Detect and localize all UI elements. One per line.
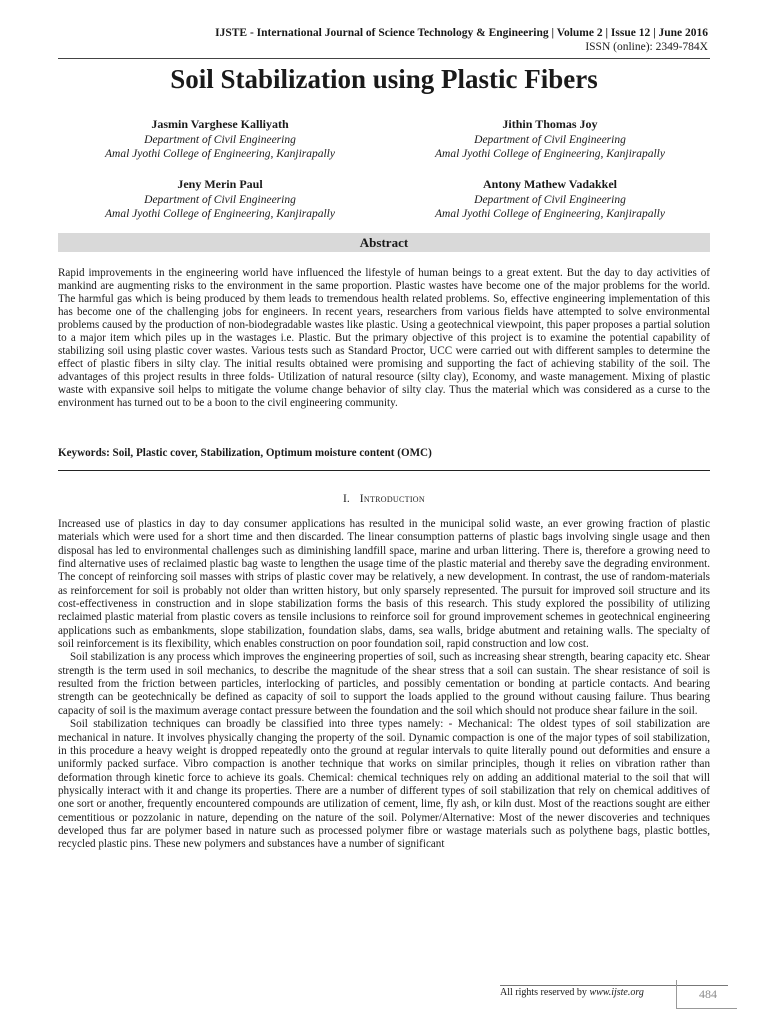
journal-line: IJSTE - International Journal of Science Technology & Engineering | Volume 2 | Issue 12 | June 2016 <box>215 27 708 39</box>
paragraph: Soil stabilization techniques can broadly be classified into three types namely: - Mechanical: The oldest types of soil stabilization are mechanical in nature. It involves physically changing the property of the soil. Dynamic compaction is one of the major types of soil stabilization, in this procedure a heavy weight is dropped repeatedly onto the ground at regular intervals to quite literally pound out deformities and ensure a uniformly packed surface. Vibro compaction is another technique that works on similar principles, though it relies on vibration rather than deformation through kinetic force to achieve its goals. Chemical: chemical techniques rely on adding an additional material to the soil that will physically interact with it and change its properties. There are a number of different types of soil stabilization that rely on chemical additives of one sort or another, frequently encountered compounds are utilization of cement, lime, fly ash, or kiln dust. Most of the reactions sought are either cementitious or pozzolanic in nature, depending on the nature of the soil. Polymer/Alternative: Most of the newer discoveries and techniques developed thus far are polymer based in nature such as processed polymer fibre or wastage materials such as polythene bags, plastic bottles, recycled plastic pins. These new polymers and substances have a number of significant <box>58 718 710 851</box>
author-block-2 <box>400 117 700 161</box>
author-name: Antony Mathew Vadakkel <box>482 177 618 191</box>
abstract-body: Rapid improvements in the engineering world have influenced the lifestyle of human beings to a great extent. But the day to day activities of mankind are augmenting risks to the environment in the same proportion. Plastic wastes have become one of the major problems for the world. The harmful gas which is being produced by them leads to tremendous health related problems. So, effective engineering implementation of this has become one of the challenging jobs for engineers. In recent years, researchers from various fields have attempted to solve environmental problems caused by the production of non-biodegradable wastes like plastic. Using a geotechnical viewpoint, this paper proposes a partial solution to a major item which piles up in the wastages i.e. Plastic. But the primary objective of this project is to examine the potential capability of stabilizing soil using plastic cover wastes. Various tests such as Standard Proctor, UCC were carried out with different samples to determine the effect of plastic fibers in silty clay. The initial results obtained were promising and supporting the fact of achieving stability of the soil. The advantages of this project results in three folds- Utilization of natural resource (silty clay), Economy, and waste management. Mixing of plastic waste with expansive soil helps to mitigate the volume change behavior of silty clay. Thus the material which was considered as a curse to the environment has turned out to be a boon to the civil engineering community. <box>58 267 710 409</box>
running-head <box>215 26 708 54</box>
author-block-4 <box>400 177 700 221</box>
introduction-body <box>58 518 710 852</box>
author-department: Department of Civil Engineering <box>144 194 296 206</box>
header-rule <box>58 58 710 59</box>
author-name: Jeny Merin Paul <box>177 177 263 191</box>
issn-line: ISSN (online): 2349-784X <box>585 41 708 53</box>
author-block-3 <box>70 177 370 221</box>
section-heading <box>0 492 768 506</box>
author-institution: Amal Jyothi College of Engineering, Kanjirapally <box>105 208 335 220</box>
abstract-heading: Abstract <box>58 233 710 252</box>
section-title: Introduction <box>359 493 425 505</box>
author-name: Jasmin Varghese Kalliyath <box>151 117 289 131</box>
paper-title: Soil Stabilization using Plastic Fibers <box>170 64 598 94</box>
footer-rights <box>500 987 644 999</box>
author-department: Department of Civil Engineering <box>474 134 626 146</box>
abstract-divider <box>58 470 710 471</box>
author-department: Department of Civil Engineering <box>474 194 626 206</box>
author-institution: Amal Jyothi College of Engineering, Kanjirapally <box>435 148 665 160</box>
paragraph: Increased use of plastics in day to day consumer applications has resulted in the municipal solid waste, an ever growing fraction of plastic materials which were used for a short time and then discarded. The linear consumption patterns of plastic bags involving single usage and then disposal has led to environmental challenges such as diminishing landfill space, marine and urban littering. There is, therefore a growing need to find alternative uses of reclaimed plastic bag waste to lengthen the usage time of the plastic material and thereby save the degrading environment. The concept of reinforcing soil masses with strips of plastic cover may be relatively, a new development. In contrast, the use of random-materials as reinforcement for soil is probably not older than written history, but only sparsely represented. The pursuit for improved soil structure and its cost-effectiveness in construction and in slope stabilization forms the basis of this research. This study explored the possibility of utilizing reclaimed plastic material from plastic covers as tensile inclusions to reinforce soil for ground improvement schemes in geotechnical engineering applications such as embankments, slope stabilization, foundation slabs, dams, sea walls, bridge abutment and retaining walls. The specialty of soil reinforcement is its flexibility, which enables construction on poor foundation soil, rapid construction and low cost. <box>58 518 710 651</box>
author-institution: Amal Jyothi College of Engineering, Kanjirapally <box>435 208 665 220</box>
author-department: Department of Civil Engineering <box>144 134 296 146</box>
author-institution: Amal Jyothi College of Engineering, Kanjirapally <box>105 148 335 160</box>
author-name: Jithin Thomas Joy <box>502 117 598 131</box>
keywords: Keywords: Soil, Plastic cover, Stabilization, Optimum moisture content (OMC) <box>58 447 432 459</box>
paragraph: Soil stabilization is any process which improves the engineering properties of soil, such as increasing shear strength, bearing capacity etc. Shear strength is the term used in soil mechanics, to describe the magnitude of the shear stress that a soil can sustain. The shear resistance of soil is resulted from the friction between particles, interlocking of particles, and possibly cementation or bonding at particle contacts. And bearing strength can be geotechnically be defined as capacity of soil to support the loads applied to the ground without causing failure. Thus bearing capacity of soil is the maximum average contact pressure between the foundation and the soil which should not produce shear failure in the soil. <box>58 651 710 717</box>
page-number: 484 <box>699 987 717 1001</box>
site-link[interactable]: www.ijste.org <box>589 987 644 998</box>
section-number: I. <box>343 493 350 505</box>
rights-text: All rights reserved by <box>500 987 587 998</box>
author-block-1 <box>70 117 370 161</box>
